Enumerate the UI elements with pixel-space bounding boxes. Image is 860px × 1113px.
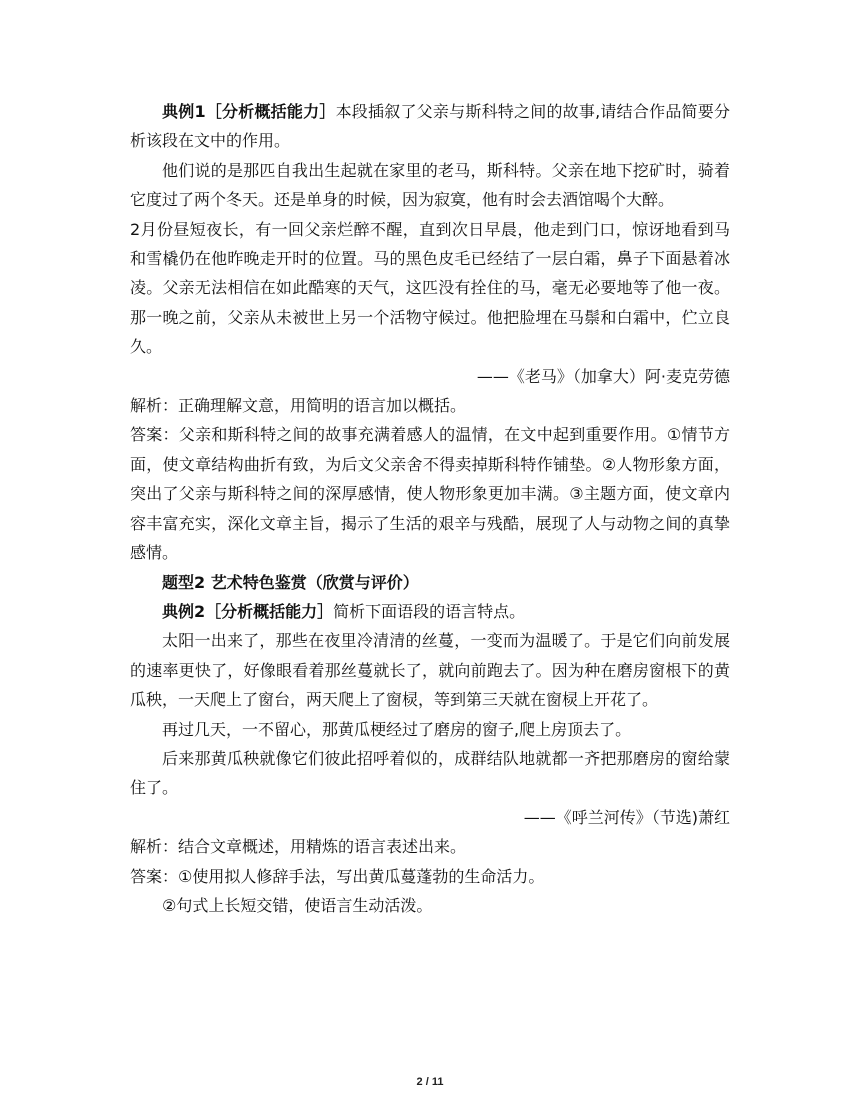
example1-passage-cont: 2月份昼短夜长，有一回父亲烂醉不醒，直到次日早晨，他走到门口，惊讶地看到马和雪橇仍在他昨晚走开时的位置。马的黑色皮毛已经结了一层白霜，鼻子下面悬着冰凌。父亲无法相信在如此酷寒的天气，这匹没有拴住的马，毫无必要地等了他一夜。那一晚之前，父亲从未被世上另一个活物守候过。他把脸埋在马鬃和白霜中，伫立良久。 xyxy=(130,219,730,357)
example2-paragraph-2: 再过几天，一不留心，那黄瓜梗经过了磨房的窗子,爬上房顶去了。 xyxy=(162,719,632,739)
example2-answer-2: ②句式上长短交错，使语言生动活泼。 xyxy=(162,895,433,915)
example2-question: 简析下面语段的语言特点。 xyxy=(333,601,526,621)
example1-passage: 他们说的是那匹自我出生起就在家里的老马，斯科特。父亲在地下挖矿时，骑着它度过了两个冬天。还是单身的时候，因为寂寞，他有时会去酒馆喝个大醉。 xyxy=(130,160,730,210)
example2-question-line xyxy=(130,597,730,626)
example1-question: 本段插叙了父亲与斯科特之间的故事,请结合作品简要分析该段在文中的作用。 xyxy=(130,102,730,151)
page-number: 2 / 11 xyxy=(416,1076,444,1088)
example2-analysis: 解析：结合文章概述，用精炼的语言表述出来。 xyxy=(130,837,467,857)
example2-paragraph-1: 太阳一出来了，那些在夜里冷清清的丝蔓，一变而为温暖了。于是它们向前发展的速率更快了，好像眼看着那丝蔓就长了，就向前跑去了。因为种在磨房窗根下的黄瓜秧，一天爬上了窗台，两天爬上了窗棂，等到第三天就在窗棂上开花了。 xyxy=(130,631,730,710)
example1-answer: 答案：父亲和斯科特之间的故事充满着感人的温情，在文中起到重要作用。①情节方面，使文章结构曲折有致，为后文父亲舍不得卖掉斯科特作铺垫。②人物形象方面，突出了父亲与斯科特之间的深厚感情，使人物形象更加丰满。③主题方面，使文章内容丰富充实，深化文章主旨，揭示了生活的艰辛与残酷，展现了人与动物之间的真挚感情。 xyxy=(130,425,730,563)
example1-source: ——《老马》（加拿大）阿·麦克劳德 xyxy=(476,366,730,386)
example1-question-line xyxy=(130,97,730,156)
example1-analysis: 解析：正确理解文意，用简明的语言加以概括。 xyxy=(130,396,467,416)
example1-label: 典例1 xyxy=(162,102,206,121)
page-content xyxy=(130,97,730,920)
example2-tag: ［分析概括能力］ xyxy=(205,601,334,621)
example2-answer-1: 答案：①使用拟人修辞手法，写出黄瓜蔓蓬勃的生命活力。 xyxy=(130,866,545,886)
example1-tag: ［分析概括能力］ xyxy=(205,102,336,121)
example2-label: 典例2 xyxy=(162,601,206,621)
type2-heading: 题型2 艺术特色鉴赏（欣赏与评价） xyxy=(162,572,419,592)
example2-paragraph-3: 后来那黄瓜秧就像它们彼此招呼着似的，成群结队地就都一齐把那磨房的窗给蒙住了。 xyxy=(130,748,730,798)
example2-source: ——《呼兰河传》（节选)萧红 xyxy=(523,807,730,827)
